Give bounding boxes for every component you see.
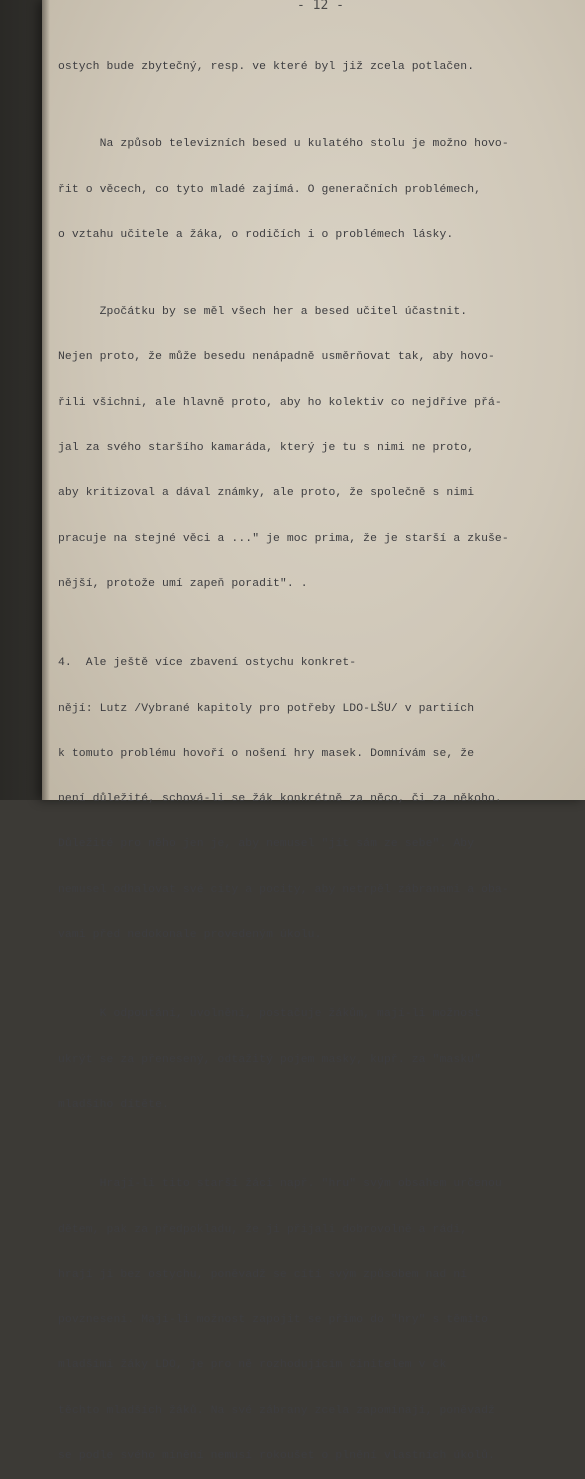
page-body	[58, 33, 578, 1479]
text-line: nemusel odhalovat své city a pocity, aby netrpěl zábranami a oba-	[58, 883, 509, 896]
text-line: jal za svého staršího kamaráda, který je tu s nimi ne proto,	[58, 442, 475, 455]
text-line: nějí: Lutz /Vybrané kapitoly pro potřeby LDO-LŠU/ v partiích	[58, 702, 475, 715]
text-line: pracuje na stejné věci a ..." je moc prima, že je starší a zkuše-	[58, 532, 509, 545]
text-line: k tomuto problému hovoří o nošení hry masek. Domnívám se, že	[58, 747, 475, 760]
text-line: hrají ji bez ostychu, poněvadž se cítí svým způsobem nad ní	[58, 1268, 468, 1281]
text-line: řit o věcech, co tyto mladé zajímá. O generačních problémech,	[58, 183, 482, 196]
text-line: nější, protože umí zapeň poradit". .	[58, 577, 308, 590]
text-line: ukrýt se za přenesený, odtažitý pojem masky, kupř. za "masku"	[58, 1053, 482, 1066]
text-line: o vztahu učitele a žáka, o rodičích i o problémech lásky.	[58, 228, 454, 241]
text-line: povznesení. Mají-li možnost zapojit se přímo do "hry" s těmito	[58, 1314, 489, 1327]
text-line: vami před nedokonale provedeným úkolu.	[58, 929, 322, 942]
text-line: se podle svého mínění nemusí rokoušet o plnění vlastních úkolů.	[58, 1450, 495, 1463]
text-line: řili všichni, ale hlavně proto, aby ho kolektiv co nejdříve přá-	[58, 396, 502, 409]
text-line: těchto mladších žáků. Na své zábrany zcela zapomínají, poněvadž	[58, 1404, 495, 1417]
text-line: mladšími žáky LDO, je pro ně rozhodujícím činitelem v čk	[58, 1359, 447, 1372]
text-line: K odpoutání, uvolnění, postačuje žákům, mají-li možnost	[58, 1008, 482, 1021]
text-line: Hrají-li tito starší žáci např. "hru" svým obsahem určenou	[58, 1178, 502, 1191]
text-line: aby kritizoval a dával známky, ale proto, že společně s nimi	[58, 487, 475, 500]
text-line: Zpočátku by se měl všech her a besed učitel účastnit.	[58, 306, 468, 319]
text-line: Na způsob televizních besed u kulatého stolu je možno hovo-	[58, 138, 509, 151]
text-line: ostych bude zbytečný, resp. ve které byl již zcela potlačen.	[58, 61, 475, 73]
page-binding-shadow	[42, 0, 50, 800]
page-number: - 12 -	[297, 0, 344, 13]
text-line: 4. Ale ještě více zbavení ostychu konkret-	[58, 657, 357, 670]
text-line: Důležité pro něho jen je, aby nemusel "jít sám ze sebe". Aby	[58, 838, 475, 851]
text-line: není důležité, schová-li se žák konkrétně za něco, či za někoho.	[58, 793, 502, 806]
text-line: Nejen proto, že může besedu nenápadně usměrňovat tak, aby hovo-	[58, 351, 495, 364]
text-line: dětem, pak za předpokladu, že ji přijali dobrovolně a rádi,	[58, 1223, 468, 1236]
text-line: mladšího dítěte.	[58, 1098, 169, 1111]
